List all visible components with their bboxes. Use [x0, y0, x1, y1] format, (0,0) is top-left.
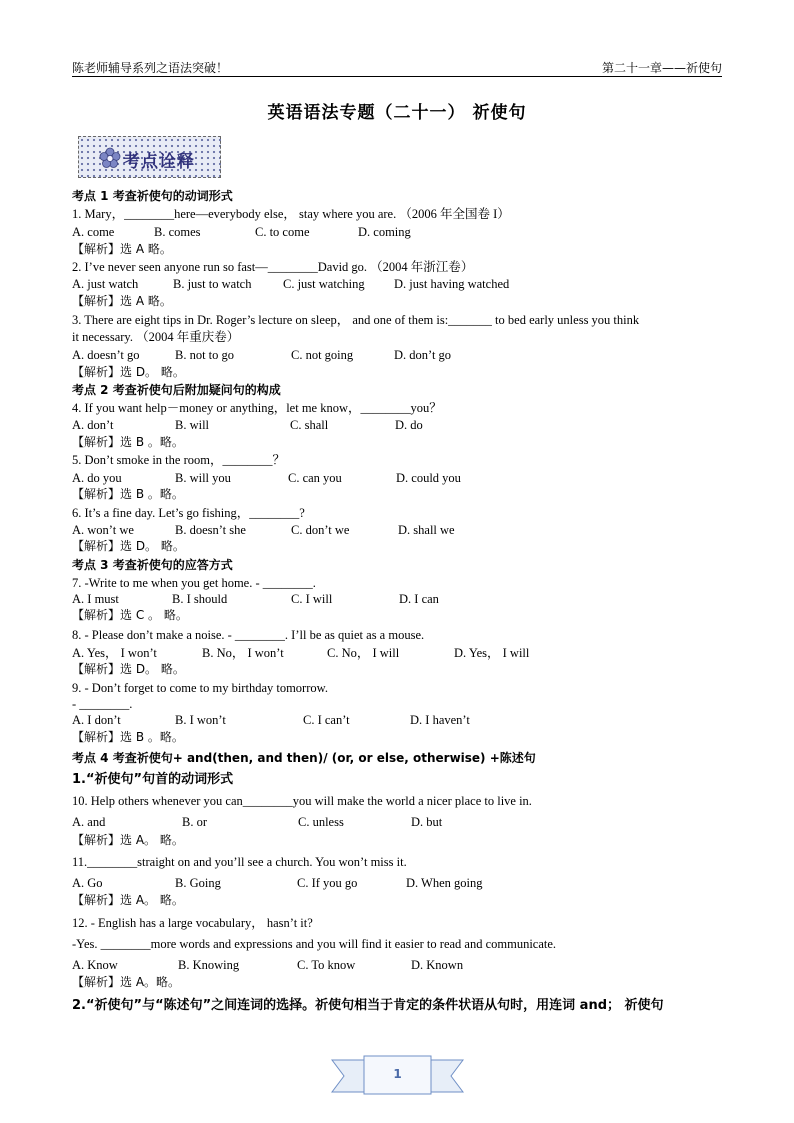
answer-line: 【解析】选 A。略。	[72, 975, 181, 989]
section-heading: 考点 4 考查祈使句+ and(then, and then)/ (or, or else, otherwise) +陈述句	[72, 751, 536, 765]
question-line: 1. Mary，________here—everybody else， stay where you are. （2006 年全国卷 I）	[72, 207, 510, 221]
header-left-text: 陈老师辅导系列之语法突破！	[72, 61, 229, 75]
answer-line: 【解析】选 B 。略。	[72, 435, 184, 449]
option-a: A. I don’t	[72, 713, 121, 727]
option-b: B. I won’t	[175, 713, 226, 727]
option-c: C. to come	[255, 225, 310, 239]
option-b: B. will	[175, 418, 210, 432]
answer-line: 【解析】选 A 略。	[72, 242, 172, 256]
sub-heading: 2.“祈使句”与“陈述句”之间连词的选择。祈使句相当于肯定的条件状语从句时，用连词 and； 祈使句	[72, 998, 664, 1013]
option-c: C. unless	[298, 815, 344, 829]
option-c: C. To know	[297, 958, 356, 972]
option-d: D. don’t go	[394, 348, 452, 362]
question-line-cont: it necessary. （2004 年重庆卷）	[72, 330, 240, 344]
section-heading: 考点 3 考查祈使句的应答方式	[72, 558, 233, 572]
answer-line: 【解析】选 D。 略。	[72, 539, 185, 553]
option-c: C. can you	[288, 471, 342, 485]
answer-line: 【解析】选 B 。略。	[72, 730, 184, 744]
option-b: B. will you	[175, 471, 231, 485]
answer-line: 【解析】选 D。 略。	[72, 662, 185, 676]
page-title: 英语语法专题（二十一） 祈使句	[267, 103, 527, 123]
section-badge	[78, 136, 221, 178]
option-c: C. not going	[291, 348, 354, 362]
option-a: A. Yes， I won’t	[72, 646, 157, 660]
option-a: A. and	[72, 815, 106, 829]
question-line: 9. - Don’t forget to come to my birthday tomorrow.	[72, 681, 328, 695]
option-b: B. just to watch	[173, 277, 252, 291]
answer-line: 【解析】选 C 。 略。	[72, 608, 188, 622]
option-d: D. shall we	[398, 523, 455, 537]
answer-line: 【解析】选 A。 略。	[72, 833, 184, 847]
option-c: C. shall	[290, 418, 329, 432]
option-a: A. Go	[72, 876, 103, 890]
option-d: D. I can	[399, 592, 439, 606]
answer-line: 【解析】选 A 略。	[72, 294, 172, 308]
answer-line: 【解析】选 B 。略。	[72, 487, 184, 501]
option-c: C. If you go	[297, 876, 358, 890]
option-d: D. do	[395, 418, 423, 432]
option-d: D. When going	[406, 876, 483, 890]
page-header	[72, 56, 722, 77]
question-line: 7. -Write to me when you get home. - ________.	[72, 576, 316, 590]
answer-blank-line: - ________.	[72, 697, 133, 711]
sub-heading: 1.“祈使句”句首的动词形式	[72, 772, 234, 787]
option-a: A. won’t we	[72, 523, 134, 537]
question-line: 2. I’ve never seen anyone run so fast—________David go. （2004 年浙江卷）	[72, 260, 474, 274]
question-line: 4. If you want help－money or anything，let me know，________you？	[72, 401, 442, 415]
answer-line: 【解析】选 A。 略。	[72, 893, 184, 907]
answer-line: 【解析】选 D。 略。	[72, 365, 185, 379]
question-line: 8. - Please don’t make a noise. - ________. I’ll be as quiet as a mouse.	[72, 628, 425, 642]
option-b: B. Knowing	[178, 958, 240, 972]
option-d: D. Known	[411, 958, 464, 972]
option-b: B. Going	[175, 876, 221, 890]
option-c: C. just watching	[283, 277, 365, 291]
option-d: D. I haven’t	[410, 713, 470, 727]
option-b: B. No， I won’t	[202, 646, 284, 660]
option-a: A. just watch	[72, 277, 139, 291]
option-b: B. comes	[154, 225, 201, 239]
question-line: 12. - English has a large vocabulary， hasn’t it?	[72, 916, 313, 930]
question-line: 6. It’s a fine day. Let’s go fishing，________?	[72, 506, 305, 520]
option-b: B. doesn’t she	[175, 523, 246, 537]
option-a: A. I must	[72, 592, 119, 606]
option-d: D. coming	[358, 225, 411, 239]
option-c: C. No， I will	[327, 646, 400, 660]
badge-text: 考点诠释	[123, 152, 195, 172]
question-line: 10. Help others whenever you can________you will make the world a nicer place to live in.	[72, 794, 532, 808]
question-line: 11.________straight on and you’ll see a church. You won’t miss it.	[72, 855, 407, 869]
page-number: 1	[393, 1067, 402, 1081]
option-a: A. Know	[72, 958, 118, 972]
question-line: 5. Don’t smoke in the room，________？	[72, 453, 285, 467]
question-line-cont: -Yes. ________more words and expressions and you will find it easier to read and communicate.	[72, 937, 557, 951]
option-d: D. Yes， I will	[454, 646, 530, 660]
section-heading: 考点 2 考查祈使句后附加疑问句的构成	[72, 383, 281, 397]
question-line: 3. There are eight tips in Dr. Roger’s lecture on sleep， and one of them is:_______ to bed early unless you think	[72, 313, 640, 327]
option-a: A. doesn’t go	[72, 348, 140, 362]
section-heading: 考点 1 考查祈使句的动词形式	[72, 189, 233, 203]
option-a: A. come	[72, 225, 115, 239]
option-d: D. could you	[396, 471, 461, 485]
option-d: D. just having watched	[394, 277, 510, 291]
option-b: B. not to go	[175, 348, 235, 362]
page-footer	[330, 1052, 465, 1098]
option-c: C. don’t we	[291, 523, 350, 537]
option-b: B. I should	[172, 592, 228, 606]
flower-icon	[99, 147, 121, 169]
option-c: C. I will	[291, 592, 333, 606]
option-c: C. I can’t	[303, 713, 350, 727]
option-a: A. don’t	[72, 418, 114, 432]
option-b: B. or	[182, 815, 207, 829]
header-right-text: 第二十一章——祈使句	[601, 61, 722, 75]
option-d: D. but	[411, 815, 443, 829]
option-a: A. do you	[72, 471, 122, 485]
